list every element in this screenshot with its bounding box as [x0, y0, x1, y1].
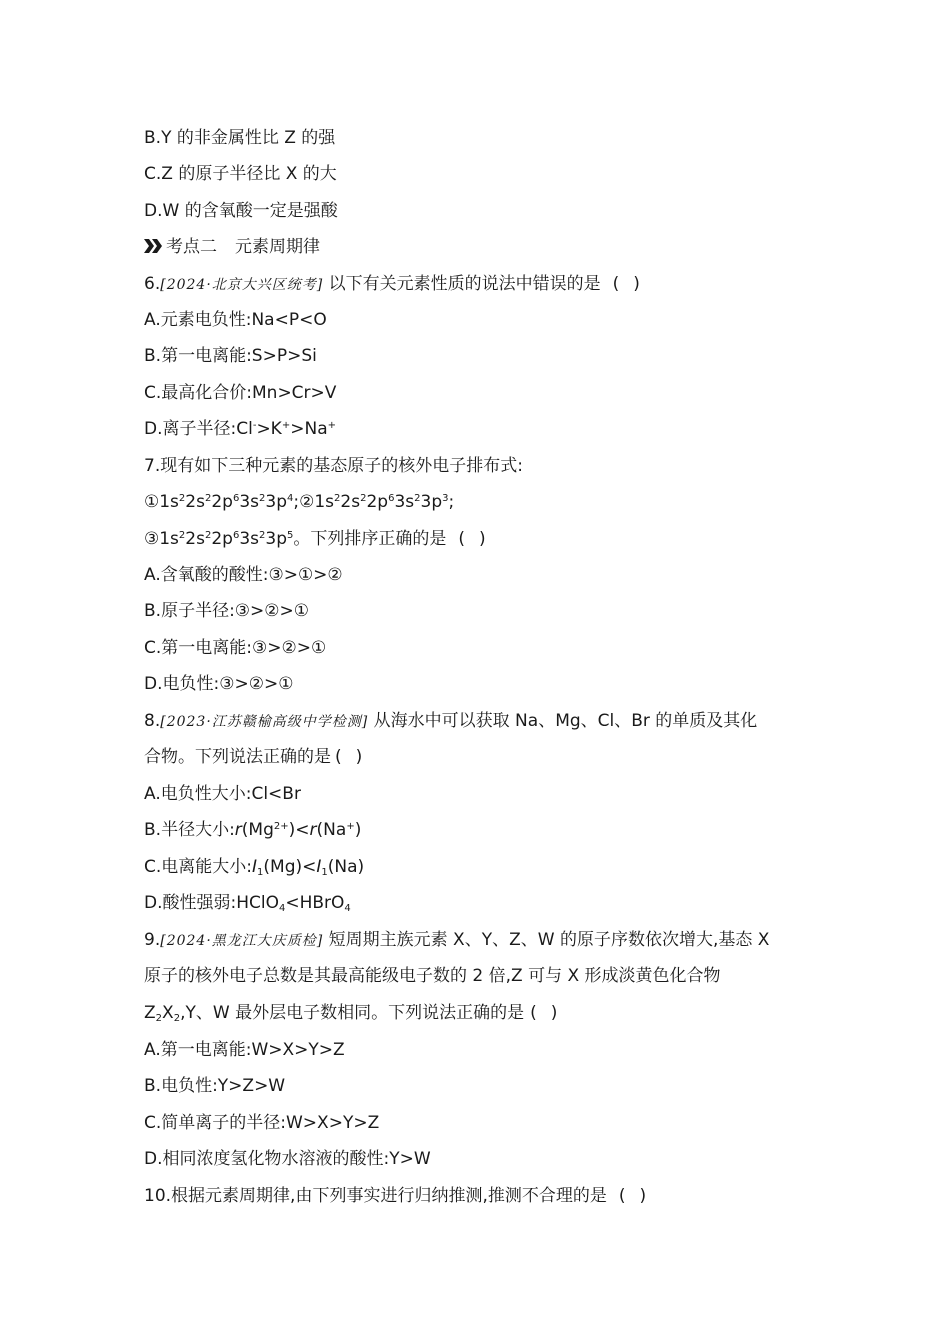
q6-number: 6. [144, 274, 161, 294]
q8-option-d: D.酸性强弱:HClO$_4$<HBrO$_4$ [144, 893, 351, 914]
section-heading [144, 235, 320, 259]
q6-option-c: C.最高化合价:Mn>Cr>V [144, 383, 337, 403]
q9-number: 9. [144, 930, 161, 950]
q8-number: 8. [144, 711, 161, 731]
q9-text: 短周期主族元素 X、Y、Z、W 的原子序数依次增大,基态 X [328, 930, 770, 950]
q8-text: 从海水中可以获取 Na、Mg、Cl、Br 的单质及其化 [373, 711, 758, 731]
q7-stem: 7.现有如下三种元素的基态原子的核外电子排布式: [144, 456, 523, 476]
q9-source: [2024·黑龙江大庆质检] [160, 933, 324, 949]
q7-text: 。下列排序正确的是 [293, 529, 447, 549]
q8-stem-line1 [144, 709, 757, 734]
q8-option-a: A.电负性大小:Cl<Br [144, 784, 301, 804]
q7-answer-blank: () [458, 529, 500, 549]
q9-option-a: A.第一电离能:W>X>Y>Z [144, 1040, 345, 1060]
section-title: 元素周期律 [235, 237, 320, 257]
q9-option-c: C.简单离子的半径:W>X>Y>Z [144, 1113, 380, 1133]
q7-option-c: C.第一电离能:③>②>① [144, 638, 327, 658]
q6-answer-blank: () [612, 274, 654, 294]
q5-option-c: C.Z 的原子半径比 X 的大 [144, 164, 337, 184]
q9-option-d: D.相同浓度氢化物水溶液的酸性:Y>W [144, 1149, 431, 1169]
q9-stem-line1 [144, 928, 769, 953]
q8-option-c: C.电离能大小$:I_1(Mg)<I_1(Na)$ [144, 857, 365, 878]
q10-stem: 10.根据元素周期律,由下列事实进行归纳推测,推测不合理的是 () [144, 1186, 661, 1206]
q7-option-b: B.原子半径:③>②>① [144, 601, 310, 621]
q8-answer-blank: () [335, 747, 377, 767]
q6-source: [2024·北京大兴区统考] [160, 277, 324, 293]
q6-stem [144, 272, 654, 297]
q9-option-b: B.电负性:Y>Z>W [144, 1076, 286, 1096]
q5-option-b: B.Y 的非金属性比 Z 的强 [144, 128, 336, 148]
q7-configs-1-2: $①1s^22s^22p^63s^23p^4;②1s^22s^22p^63s^23p^3$; [144, 492, 455, 512]
q10-answer-blank: () [618, 1186, 661, 1206]
q8-source: [2023·江苏赣榆高级中学检测] [160, 714, 369, 730]
section-number: 考点二 [166, 237, 217, 257]
q6-option-b: B.第一电离能:S>P>Si [144, 346, 317, 366]
q8-stem-line2: 合物。下列说法正确的是 () [144, 747, 377, 767]
q6-option-d: D.离子半径:Cl->K+>Na+ [144, 419, 337, 439]
q7-option-a: A.含氧酸的酸性:③>①>② [144, 565, 343, 585]
q7-config-3: $③1s^22s^22p^63s^23p^5$。下列排序正确的是 () [144, 529, 500, 549]
q8-option-b: B.半径大小$:r(Mg^{2+})<r(Na^+)$ [144, 820, 362, 840]
q6-text: 以下有关元素性质的说法中错误的是 [328, 274, 601, 294]
q5-option-d: D.W 的含氧酸一定是强酸 [144, 201, 338, 221]
q9-stem-line3: $Z_2X_2,Y$、W 最外层电子数相同。下列说法正确的是 () [144, 1003, 572, 1024]
q9-answer-blank: () [530, 1003, 572, 1023]
q6-option-a: A.元素电负性:Na<P<O [144, 310, 327, 330]
double-chevron-icon [144, 238, 162, 254]
q7-option-d: D.电负性:③>②>① [144, 674, 294, 694]
q9-stem-line2: 原子的核外电子总数是其最高能级电子数的 2 倍,Z 可与 X 形成淡黄色化合物 [144, 966, 721, 986]
